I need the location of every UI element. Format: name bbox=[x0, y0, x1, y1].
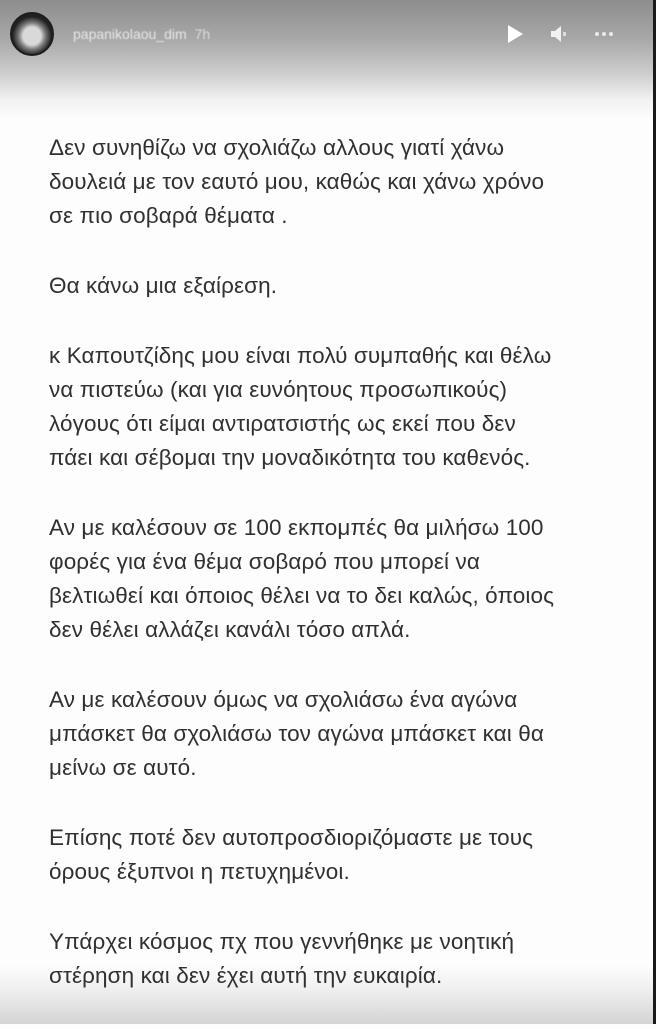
paragraph bbox=[49, 339, 653, 475]
play-button[interactable] bbox=[508, 25, 523, 43]
text-line: δεν θέλει αλλάζει κανάλι τόσο απλά. bbox=[49, 617, 411, 642]
text-line: φορές για ένα θέμα σοβαρό που μπορεί να bbox=[49, 549, 480, 574]
mute-button[interactable] bbox=[549, 24, 569, 44]
story-text bbox=[49, 131, 653, 1029]
text-line: πάει και σέβομαι την μοναδικότητα του καθενός. bbox=[49, 445, 531, 470]
text-line: σε πιο σοβαρά θέματα . bbox=[49, 203, 288, 228]
speaker-muted-icon bbox=[549, 24, 569, 44]
paragraph bbox=[49, 683, 653, 785]
text-line: μπάσκετ θα σχολιάσω τον αγώνα μπάσκετ και θα bbox=[49, 721, 544, 746]
text-line: λόγους ότι είμαι αντιρατσιστής ως εκεί που δεν bbox=[49, 411, 516, 436]
paragraph bbox=[49, 925, 653, 993]
more-options-button[interactable] bbox=[595, 32, 613, 36]
text-line: βελτιωθεί και όποιος θέλει να το δει καλώς, όποιος bbox=[49, 583, 555, 608]
text-line: Επίσης ποτέ δεν αυτοπροσδιοριζόμαστε με τους bbox=[49, 825, 534, 850]
time-ago: 7h bbox=[194, 26, 211, 42]
text-line: Δεν συνηθίζω να σχολιάζω αλλους γιατί χάνω bbox=[49, 135, 505, 160]
story-header bbox=[10, 12, 639, 56]
text-line: όρους έξυπνοι η πετυχημένοι. bbox=[49, 859, 350, 884]
story-controls bbox=[508, 24, 639, 44]
text-line: μείνω σε αυτό. bbox=[49, 755, 197, 780]
text-line: Αν με καλέσουν όμως να σχολιάσω ένα αγώνα bbox=[49, 687, 518, 712]
more-dots-icon bbox=[595, 32, 613, 36]
text-line: κ Καπουτζίδης μου είναι πολύ συμπαθής και θέλω bbox=[49, 343, 552, 368]
paragraph bbox=[49, 511, 653, 647]
text-line: στέρηση και δεν έχει αυτή την ευκαιρία. bbox=[49, 963, 443, 988]
text-line: Θα κάνω μια εξαίρεση. bbox=[49, 273, 278, 298]
text-line: να πιστεύω (και για ευνόητους προσωπικούς) bbox=[49, 377, 508, 402]
paragraph bbox=[49, 269, 653, 303]
play-icon bbox=[508, 25, 523, 43]
avatar[interactable] bbox=[10, 12, 54, 56]
text-line: Υπάρχει κόσμος πχ που γεννήθηκε με νοητική bbox=[49, 929, 515, 954]
paragraph bbox=[49, 821, 653, 889]
text-line: δουλειά με τον εαυτό μου, καθώς και χάνω χρόνο bbox=[49, 169, 545, 194]
text-line: Αν με καλέσουν σε 100 εκπομπές θα μιλήσω 100 bbox=[49, 515, 544, 540]
paragraph bbox=[49, 131, 653, 233]
username[interactable]: papanikolaou_dim bbox=[73, 26, 187, 42]
